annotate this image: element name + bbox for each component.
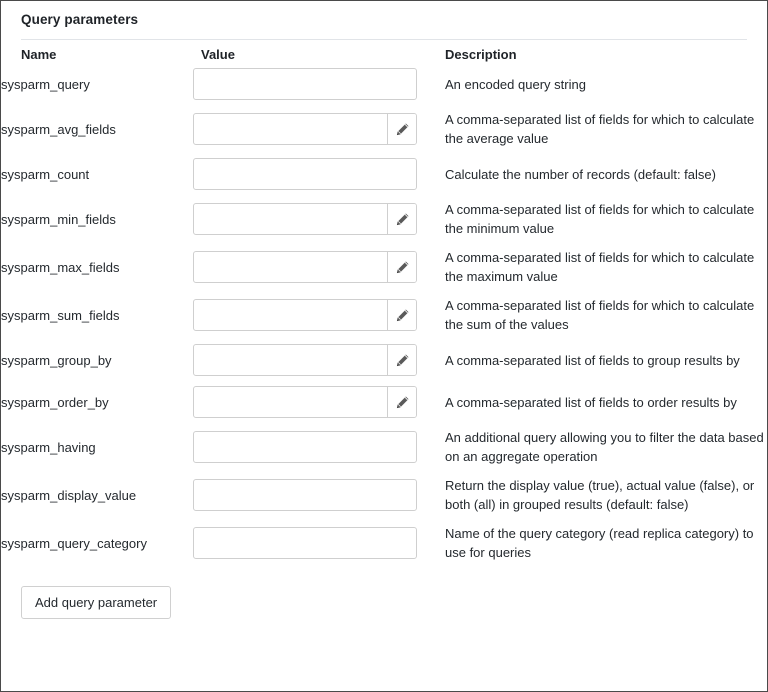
table-row [1,296,768,344]
value-input-wrapper [193,431,417,463]
table-row [1,248,768,296]
value-input-wrapper [193,527,417,559]
parameter-name: sysparm_count [1,166,90,182]
title-divider [21,39,747,40]
table-row [1,200,768,248]
parameter-value-input[interactable] [193,386,417,418]
parameter-value-cell [193,476,445,524]
parameter-description: An additional query allowing you to filter the data based on an aggregate operation [445,430,764,464]
value-input-wrapper [193,344,417,376]
parameter-value-input[interactable] [193,527,417,559]
value-input-wrapper [193,203,417,235]
field-picker-button[interactable] [387,204,416,234]
column-header-description: Description [445,47,517,62]
field-picker-button[interactable] [387,114,416,144]
parameter-description: A comma-separated list of fields for which to calculate the maximum value [445,250,755,284]
parameter-value-cell [193,344,445,386]
table-row [1,476,768,524]
pencil-icon [395,353,410,368]
column-header-name: Name [21,47,57,62]
field-picker-button[interactable] [387,387,416,417]
parameter-name: sysparm_having [1,439,96,455]
parameter-value-cell [193,68,445,110]
table-row [1,524,768,572]
pencil-icon [395,308,410,323]
parameter-value-input[interactable] [193,431,417,463]
panel-footer [1,572,767,619]
parameter-description: A comma-separated list of fields for which to calculate the average value [445,112,755,146]
pencil-icon [395,212,410,227]
parameter-value-input[interactable] [193,479,417,511]
table-row [1,428,768,476]
value-input-wrapper [193,158,417,190]
parameter-value-cell [193,296,445,344]
value-input-wrapper [193,479,417,511]
parameter-name: sysparm_order_by [1,394,109,410]
pencil-icon [395,122,410,137]
parameter-description: Return the display value (true), actual value (false), or both (all) in grouped results (default: false) [445,478,755,512]
table-row [1,110,768,158]
table-body [1,68,768,572]
parameter-name: sysparm_avg_fields [1,121,116,137]
parameter-description: A comma-separated list of fields for which to calculate the minimum value [445,202,755,236]
parameter-value-cell [193,248,445,296]
parameter-description: Calculate the number of records (default: false) [445,166,716,182]
parameter-name: sysparm_query [1,76,90,92]
table-row [1,386,768,428]
parameter-value-cell [193,524,445,572]
parameter-description: A comma-separated list of fields to group results by [445,352,740,368]
table-row [1,158,768,200]
parameter-value-input[interactable] [193,251,417,283]
parameter-value-input[interactable] [193,203,417,235]
parameter-description: An encoded query string [445,76,586,92]
value-input-wrapper [193,251,417,283]
parameter-value-cell [193,428,445,476]
parameter-name: sysparm_max_fields [1,259,120,275]
value-input-wrapper [193,386,417,418]
parameter-description: Name of the query category (read replica category) to use for queries [445,526,754,560]
parameter-value-input[interactable] [193,299,417,331]
parameter-value-cell [193,200,445,248]
table-row [1,68,768,110]
parameter-name: sysparm_query_category [1,535,147,551]
parameter-description: A comma-separated list of fields to order results by [445,394,737,410]
parameter-value-input[interactable] [193,68,417,100]
parameter-name: sysparm_sum_fields [1,307,120,323]
parameter-name: sysparm_display_value [1,487,137,503]
parameter-value-input[interactable] [193,158,417,190]
parameter-description: A comma-separated list of fields for which to calculate the sum of the values [445,298,755,332]
add-query-parameter-button[interactable]: Add query parameter [21,586,171,619]
field-picker-button[interactable] [387,252,416,282]
field-picker-button[interactable] [387,345,416,375]
column-header-value: Value [201,47,235,62]
parameter-value-cell [193,386,445,428]
pencil-icon [395,260,410,275]
parameter-value-input[interactable] [193,344,417,376]
parameter-name: sysparm_min_fields [1,211,116,227]
table-row [1,344,768,386]
value-input-wrapper [193,68,417,100]
query-parameters-table [1,47,768,572]
pencil-icon [395,395,410,410]
field-picker-button[interactable] [387,300,416,330]
value-input-wrapper [193,113,417,145]
parameter-name: sysparm_group_by [1,352,112,368]
page-title: Query parameters [21,12,139,27]
parameter-value-cell [193,110,445,158]
table-header [1,47,768,68]
parameter-value-cell [193,158,445,200]
value-input-wrapper [193,299,417,331]
parameter-value-input[interactable] [193,113,417,145]
